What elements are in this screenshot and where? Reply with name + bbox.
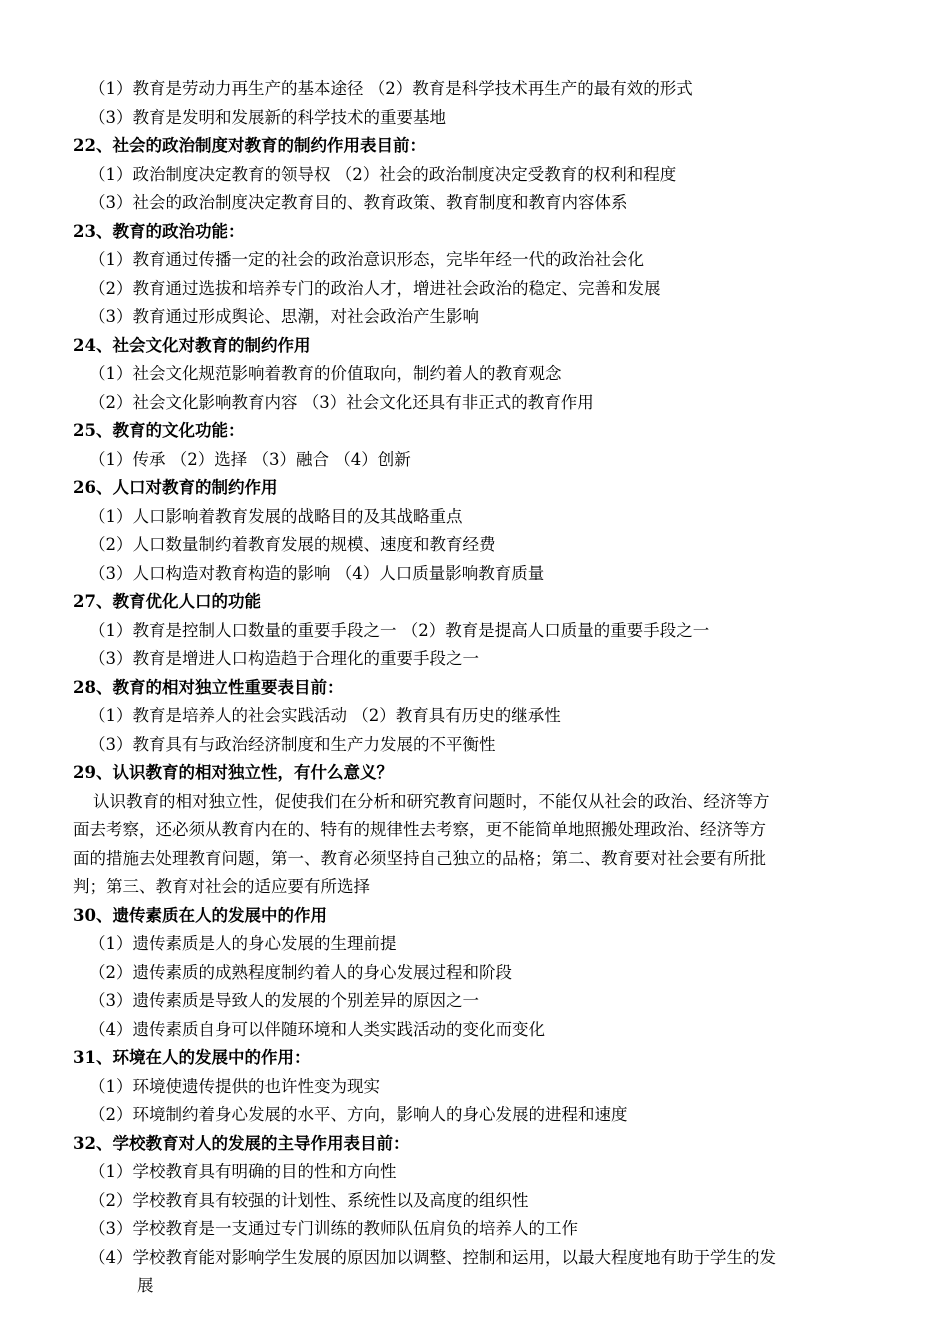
- section-heading: 27、教育优化人口的功能: [73, 592, 261, 611]
- list-item: （1）教育通过传播一定的社会的政治意识形态，完毕年经一代的政治社会化: [89, 250, 644, 269]
- list-item: （2）教育通过选拔和培养专门的政治人才，增进社会政治的稳定、完善和发展: [89, 278, 661, 298]
- list-item: （1）教育是控制人口数量的重要手段之一 （2）教育是提高人口质量的重要手段之一: [89, 620, 710, 640]
- list-item: （3）遗传素质是导致人的发展的个别差异的原因之一: [89, 991, 479, 1010]
- list-item: （3）学校教育是一支通过专门训练的教师队伍肩负的培养人的工作: [89, 1219, 578, 1238]
- section-heading: 31、环境在人的发展中的作用：: [73, 1048, 311, 1067]
- list-item: （3）人口构造对教育构造的影响 （4）人口质量影响教育质量: [89, 563, 545, 583]
- section-heading: 28、教育的相对独立性重要表目前：: [73, 677, 344, 697]
- list-item: （2）社会文化影响教育内容 （3）社会文化还具有非正式的教育作用: [89, 392, 594, 412]
- list-item: （1）社会文化规范影响着教育的价值取向，制约着人的教育观念: [89, 364, 562, 383]
- document-body: [73, 75, 890, 1301]
- list-item: （1）环境使遗传提供的也许性变为现实: [89, 1076, 380, 1096]
- section-heading: 23、教育的政治功能：: [73, 221, 245, 241]
- section-heading: 24、社会文化对教育的制约作用: [73, 335, 311, 355]
- section-heading: 25、教育的文化功能：: [73, 421, 245, 440]
- list-item: （2）人口数量制约着教育发展的规模、速度和教育经费: [89, 535, 496, 554]
- list-item: （3）教育是发明和发展新的科学技术的重要基地: [89, 107, 446, 127]
- list-item: （4）遗传素质自身可以伴随环境和人类实践活动的变化而变化: [89, 1019, 545, 1039]
- list-item: （1）教育是劳动力再生产的基本途径 （2）教育是科学技术再生产的最有效的形式: [89, 79, 693, 98]
- section-heading: 29、认识教育的相对独立性，有什么意义？: [73, 763, 393, 782]
- list-item: （1）学校教育具有明确的目的性和方向性: [89, 1162, 397, 1181]
- list-item: （1）政治制度决定教育的领导权 （2）社会的政治制度决定受教育的权利和程度: [89, 164, 677, 184]
- list-item: （1）人口影响着教育发展的战略目的及其战略重点: [89, 506, 463, 526]
- list-item: （3）教育是增进人口构造趋于合理化的重要手段之一: [89, 649, 479, 668]
- list-item: （3）教育通过形成舆论、思潮，对社会政治产生影响: [89, 307, 479, 326]
- list-item: （4）学校教育能对影响学生发展的原因加以调整、控制和运用，以最大程度地有助于学生的发: [89, 1247, 776, 1267]
- section-heading: 32、学校教育对人的发展的主导作用表目前：: [73, 1133, 410, 1153]
- section-heading: 30、遗传素质在人的发展中的作用: [73, 905, 327, 925]
- list-item: （1）传承 （2）选择 （3）融合 （4）创新: [89, 449, 411, 469]
- list-item: （2）学校教育具有较强的计划性、系统性以及高度的组织性: [89, 1190, 529, 1210]
- list-item: （2）遗传素质的成熟程度制约着人的身心发展过程和阶段: [89, 962, 512, 982]
- list-item: （2）环境制约着身心发展的水平、方向，影响人的身心发展的进程和速度: [89, 1105, 628, 1124]
- section-heading: 22、社会的政治制度对教育的制约作用表目前：: [73, 136, 426, 155]
- list-item-continuation: 展: [137, 1276, 154, 1295]
- section-heading: 26、人口对教育的制约作用: [73, 478, 278, 497]
- paragraph-line: 面去考察，还必须从教育内在的、特有的规律性去考察，更不能简单地照搬处理政治、经济等方: [73, 820, 766, 839]
- paragraph-line: 面的措施去处理教育问题，第一、教育必须坚持自己独立的品格；第二、教育要对社会要有所批: [73, 848, 766, 868]
- list-item: （3）教育具有与政治经济制度和生产力发展的不平衡性: [89, 734, 496, 754]
- paragraph-line: 认识教育的相对独立性，促使我们在分析和研究教育问题时，不能仅从社会的政治、经济等方: [93, 791, 770, 811]
- list-item: （3）社会的政治制度决定教育目的、教育政策、教育制度和教育内容体系: [89, 193, 628, 212]
- list-item: （1）遗传素质是人的身心发展的生理前提: [89, 934, 397, 953]
- list-item: （1）教育是培养人的社会实践活动 （2）教育具有历史的继承性: [89, 706, 561, 725]
- paragraph-line: 判；第三、教育对社会的适应要有所选择: [73, 877, 370, 896]
